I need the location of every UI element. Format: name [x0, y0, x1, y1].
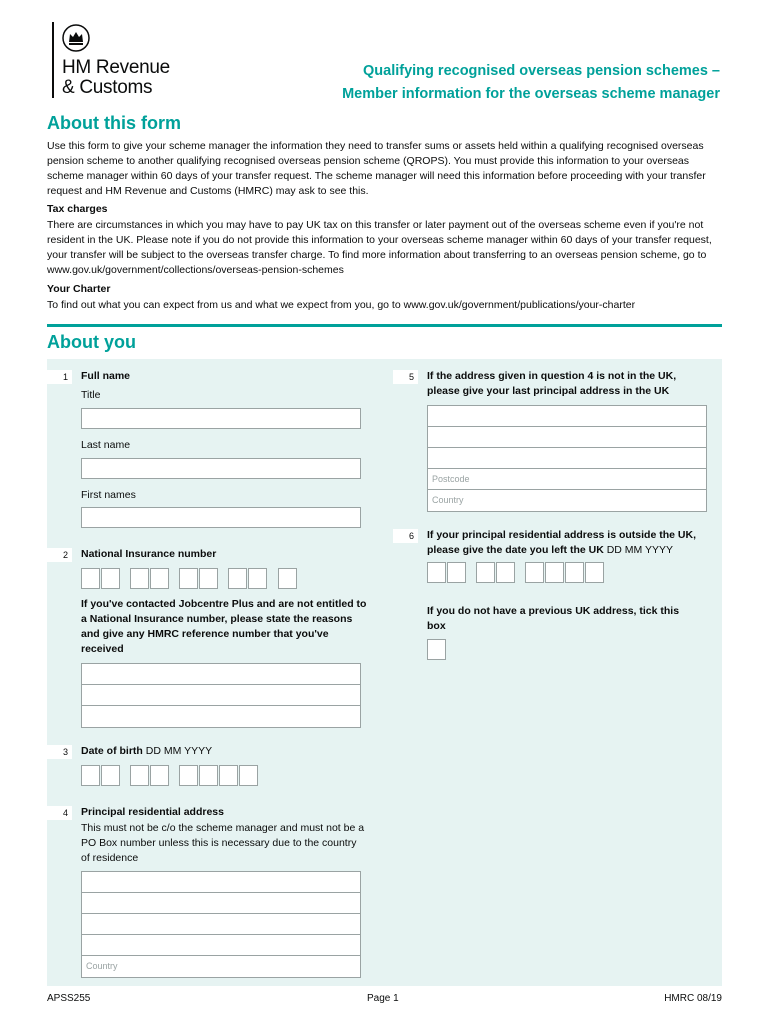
form-code: APSS255: [47, 993, 91, 1004]
q2-label: National Insurance number: [81, 548, 217, 560]
ni-box[interactable]: [150, 568, 169, 589]
date-left-box[interactable]: [447, 562, 466, 583]
section-divider: [47, 324, 722, 327]
ni-box[interactable]: [179, 568, 198, 589]
reason-line[interactable]: [82, 706, 360, 727]
page-number: Page 1: [367, 993, 399, 1004]
title-line2: Member information for the overseas scheme manager: [342, 86, 720, 102]
dob-box[interactable]: [130, 765, 149, 786]
q5-number: 5: [393, 370, 418, 384]
dob-format: DD MM YYYY: [145, 745, 213, 757]
hmrc-logo: [52, 22, 202, 98]
no-uk-address-text: If you do not have a previous UK address, tick this box: [427, 605, 680, 632]
last-name-label: Last name: [81, 439, 131, 451]
date-left-box[interactable]: [427, 562, 446, 583]
address-line[interactable]: [82, 893, 360, 914]
address-line[interactable]: [82, 935, 360, 956]
q4-number: 4: [47, 806, 72, 820]
uk-address-line[interactable]: [428, 406, 706, 427]
about-you-heading: About you: [47, 332, 136, 352]
q6-number: 6: [393, 529, 418, 543]
q5-label: If the address given in question 4 is not in the UK, please give your last principal address in the UK: [427, 370, 677, 397]
reason-line[interactable]: [82, 664, 360, 685]
country-field[interactable]: Country: [86, 961, 118, 971]
intro-text: Use this form to give your scheme manager the information they need to transfer sums or assets held within a qualifying recognised overseas pension scheme to another qualifying recognised overseas pension scheme (QROPS). You must provide this information to your overseas scheme manager within 60 days of your transfer request. The scheme manager will need this information before proceeding with your transfer request and HM Revenue and Customs (HMRC) may ask to see this.: [47, 140, 706, 197]
form-date: HMRC 08/19: [664, 993, 722, 1004]
q4-note: This must not be c/o the scheme manager and must not be a PO Box number unless this is necessary due to the country of residence: [81, 822, 365, 864]
date-left-box[interactable]: [565, 562, 584, 583]
date-left-box[interactable]: [496, 562, 515, 583]
reason-line[interactable]: [82, 685, 360, 706]
ni-box[interactable]: [101, 568, 120, 589]
no-uk-address-checkbox[interactable]: [427, 639, 446, 660]
country-field[interactable]: Country: [432, 495, 464, 505]
about-form-heading: About this form: [47, 113, 181, 133]
q3-number: 3: [47, 745, 72, 759]
dob-box[interactable]: [150, 765, 169, 786]
title-input[interactable]: [81, 408, 361, 429]
q3-label-text: Date of birth: [81, 745, 143, 757]
date-left-box[interactable]: [545, 562, 564, 583]
dob-box[interactable]: [179, 765, 198, 786]
dob-box[interactable]: [219, 765, 238, 786]
ni-box[interactable]: [248, 568, 267, 589]
address-line[interactable]: [82, 914, 360, 935]
charter-text: To find out what you can expect from us and what we expect from you, go to www.gov.uk/government/publications/your-charter: [47, 299, 636, 311]
crown-crest-icon: [62, 24, 90, 52]
first-names-input[interactable]: [81, 507, 361, 528]
dob-box[interactable]: [101, 765, 120, 786]
date-left-box[interactable]: [525, 562, 544, 583]
jobcentre-reason-input[interactable]: [81, 663, 361, 728]
date-left-box[interactable]: [585, 562, 604, 583]
ni-box[interactable]: [130, 568, 149, 589]
uk-address-line[interactable]: [428, 427, 706, 448]
ni-box[interactable]: [199, 568, 218, 589]
q6-label-text: If your principal residential address is outside the UK, please give the date you left the UK: [427, 529, 696, 556]
q1-label: Full name: [81, 370, 131, 382]
ni-box[interactable]: [81, 568, 100, 589]
address-line[interactable]: [82, 872, 360, 893]
dob-box[interactable]: [81, 765, 100, 786]
title-label: Title: [81, 389, 101, 401]
date-left-format: DD MM YYYY: [606, 544, 674, 556]
dob-box[interactable]: [199, 765, 218, 786]
postcode-field[interactable]: Postcode: [428, 469, 706, 490]
ni-box[interactable]: [278, 568, 297, 589]
q4-label: Principal residential address: [81, 806, 224, 818]
document-title: [342, 60, 720, 106]
dob-box[interactable]: [239, 765, 258, 786]
charter-heading: Your Charter: [47, 283, 111, 295]
tax-charges-heading: Tax charges: [47, 203, 108, 215]
logo-bar: [52, 22, 54, 98]
date-left-box[interactable]: [476, 562, 495, 583]
first-names-label: First names: [81, 489, 136, 501]
q2-number: 2: [47, 548, 72, 562]
logo-line2: & Customs: [62, 77, 153, 98]
title-line1: Qualifying recognised overseas pension schemes –: [363, 63, 720, 79]
logo-line1: HM Revenue: [62, 57, 170, 78]
q3-label: [81, 744, 212, 759]
jobcentre-text: If you've contacted Jobcentre Plus and are not entitled to a National Insurance number, please state the reasons and give any HMRC reference number that you've received: [81, 598, 367, 655]
last-name-input[interactable]: [81, 458, 361, 479]
q6-label: [427, 528, 717, 558]
principal-address-input[interactable]: [81, 871, 361, 978]
uk-address-input[interactable]: [427, 405, 707, 512]
uk-address-line[interactable]: [428, 448, 706, 469]
tax-charges-text: There are circumstances in which you may have to pay UK tax on this transfer or later payment out of the overseas scheme even if you're not resident in the UK. Please note if you do not provide this information to your overseas scheme manager within 60 days of your transfer request, your transfer will be subject to the overseas transfer charge. To find more information about transferring to an overseas pension scheme, go to www.gov.uk/government/collections/overseas-pension-schemes: [47, 219, 712, 276]
ni-box[interactable]: [228, 568, 247, 589]
q1-number: 1: [47, 370, 72, 384]
